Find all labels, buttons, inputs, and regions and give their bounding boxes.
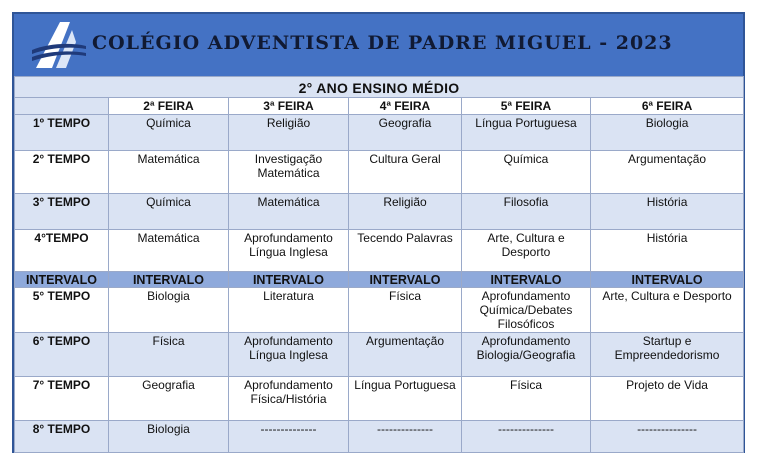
interval-row xyxy=(15,272,744,288)
period-label: 7° TEMPO xyxy=(15,377,109,421)
table-row xyxy=(15,115,744,151)
period-label: 1º TEMPO xyxy=(15,115,109,151)
subject-cell: Aprofundamento Biologia/Geografia xyxy=(462,333,591,377)
table-row xyxy=(15,421,744,453)
subject-cell: Biologia xyxy=(109,288,229,333)
subject-cell: -------------- xyxy=(229,421,349,453)
subject-cell: Religião xyxy=(229,115,349,151)
subject-cell: Língua Portuguesa xyxy=(349,377,462,421)
subject-cell: Biologia xyxy=(591,115,744,151)
subject-cell: Matemática xyxy=(109,151,229,194)
table-row xyxy=(15,377,744,421)
subject-cell: Investigação Matemática xyxy=(229,151,349,194)
subject-cell: Matemática xyxy=(109,230,229,272)
header-banner xyxy=(14,14,743,76)
period-label: 4°TEMPO xyxy=(15,230,109,272)
day-header: 3ª FEIRA xyxy=(229,98,349,115)
subject-cell: Química xyxy=(462,151,591,194)
subject-cell: História xyxy=(591,230,744,272)
table-row xyxy=(15,333,744,377)
subject-cell: Literatura xyxy=(229,288,349,333)
subject-cell: Projeto de Vida xyxy=(591,377,744,421)
subject-cell: Física xyxy=(349,288,462,333)
subject-cell: --------------- xyxy=(591,421,744,453)
subject-cell: Geografia xyxy=(109,377,229,421)
subject-cell: Argumentação xyxy=(591,151,744,194)
table-row xyxy=(15,194,744,230)
subject-cell: Língua Portuguesa xyxy=(462,115,591,151)
subject-cell: Física xyxy=(462,377,591,421)
subject-cell: Aprofundamento Química/Debates Filosóficos xyxy=(462,288,591,333)
period-label: 8° TEMPO xyxy=(15,421,109,453)
interval-label: INTERVALO xyxy=(462,272,591,288)
day-header: 4ª FEIRA xyxy=(349,98,462,115)
table-title-row xyxy=(15,77,744,98)
school-title: COLÉGIO ADVENTISTA DE PADRE MIGUEL - 2023 xyxy=(92,32,673,54)
day-header: 2ª FEIRA xyxy=(109,98,229,115)
period-label: 6° TEMPO xyxy=(15,333,109,377)
subject-cell: Física xyxy=(109,333,229,377)
interval-label: INTERVALO xyxy=(349,272,462,288)
subject-cell: Aprofundamento Física/História xyxy=(229,377,349,421)
subject-cell: Religião xyxy=(349,194,462,230)
subject-cell: -------------- xyxy=(462,421,591,453)
interval-label: INTERVALO xyxy=(229,272,349,288)
weekday-header-row xyxy=(15,98,744,115)
subject-cell: Filosofia xyxy=(462,194,591,230)
subject-cell: Startup e Empreendedorismo xyxy=(591,333,744,377)
interval-label: INTERVALO xyxy=(591,272,744,288)
day-header: 6ª FEIRA xyxy=(591,98,744,115)
day-header: 5ª FEIRA xyxy=(462,98,591,115)
adventist-a-logo-icon xyxy=(30,20,88,72)
subject-cell: Arte, Cultura e Desporto xyxy=(591,288,744,333)
subject-cell: -------------- xyxy=(349,421,462,453)
subject-cell: Matemática xyxy=(229,194,349,230)
interval-label: INTERVALO xyxy=(109,272,229,288)
table-row xyxy=(15,151,744,194)
table-row xyxy=(15,288,744,333)
period-label: 3° TEMPO xyxy=(15,194,109,230)
subject-cell: Química xyxy=(109,194,229,230)
subject-cell: Aprofundamento Língua Inglesa xyxy=(229,333,349,377)
subject-cell: Aprofundamento Língua Inglesa xyxy=(229,230,349,272)
interval-label: INTERVALO xyxy=(15,272,109,288)
subject-cell: Tecendo Palavras xyxy=(349,230,462,272)
schedule-frame xyxy=(12,12,745,453)
subject-cell: Argumentação xyxy=(349,333,462,377)
period-label: 5° TEMPO xyxy=(15,288,109,333)
subject-cell: Química xyxy=(109,115,229,151)
corner-cell xyxy=(15,98,109,115)
schedule-table xyxy=(14,76,744,453)
subject-cell: Biologia xyxy=(109,421,229,453)
subject-cell: História xyxy=(591,194,744,230)
subject-cell: Cultura Geral xyxy=(349,151,462,194)
subject-cell: Arte, Cultura e Desporto xyxy=(462,230,591,272)
period-label: 2° TEMPO xyxy=(15,151,109,194)
grade-title: 2° ANO ENSINO MÉDIO xyxy=(15,77,744,98)
table-row xyxy=(15,230,744,272)
subject-cell: Geografia xyxy=(349,115,462,151)
